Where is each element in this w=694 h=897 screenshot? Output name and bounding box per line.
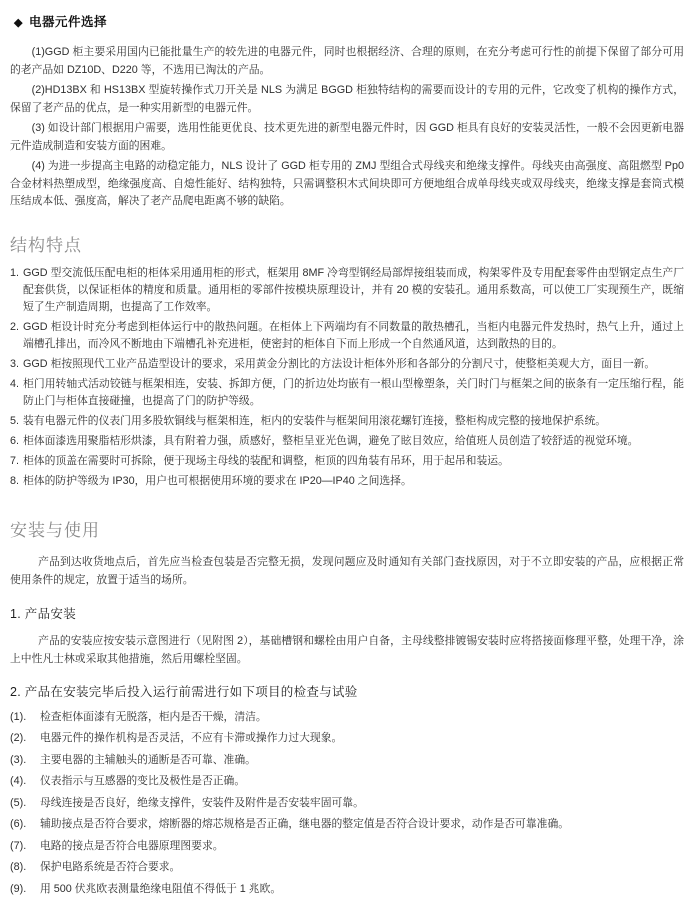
- feature-item-3: [10, 356, 684, 373]
- check-item-text: 主要电器的主辅触头的通断是否可靠、准确。: [40, 753, 256, 766]
- check-item-number: (5).: [10, 796, 27, 809]
- product-installation-paragraph: 产品的安装应按安装示意图进行（见附图 2），基础槽钢和螺栓由用户自备，主母线整排镀锡安装时应将搭接面修理平整，处理干净，涂上中性凡士林或采取其他措施，然后用螺栓坚固。: [10, 634, 684, 665]
- feature-item-text: GGD 柜设计时充分考虑到柜体运行中的散热问题。在柜体上下两端均有不同数量的散热槽孔，当柜内电器元件发热时，热气上升，通过上端槽孔排出，而冷风不断地由下端槽孔补充进柜，使密封的柜体自下而上形成一个自然通风道，达到散热的目的。: [23, 320, 684, 350]
- feature-item-number: 8.: [10, 474, 20, 487]
- feature-item-2: [10, 319, 684, 353]
- subheading-product-installation: 1. 产品安装: [10, 606, 76, 621]
- check-item-4: [10, 773, 684, 789]
- check-item-number: (4).: [10, 775, 27, 787]
- feature-item-number: 5.: [10, 414, 20, 427]
- check-item-text: 母线连接是否良好，绝缘支撑件，安装件及附件是否安装牢固可靠。: [40, 796, 364, 809]
- feature-item-1: [10, 265, 684, 316]
- check-item-8: [10, 859, 684, 875]
- check-item-9: [10, 881, 684, 897]
- check-item-text: 保护电路系统是否符合要求。: [40, 861, 181, 873]
- component-selection-paragraph-1: (1)GGD 柜主要采用国内已能批量生产的较先进的电器元件，同时也根据经济、合理的原则，在充分考虑可行性的前提下保留了部分可用的老产品如 DZ10D、D220 等，不选用已淘汰的产品。: [10, 46, 684, 76]
- feature-item-text: 柜体面漆选用聚脂桔形烘漆，具有附着力强，质感好，整柜呈亚光色调，避免了眩目效应，给值班人员创造了较舒适的视觉环境。: [23, 434, 639, 447]
- check-item-number: (7).: [10, 839, 27, 852]
- subheading-precommissioning-checks: 2. 产品在安装完毕后投入运行前需进行如下项目的检查与试验: [10, 684, 358, 699]
- check-item-number: (1).: [10, 710, 27, 723]
- check-item-7: [10, 838, 684, 854]
- check-item-number: (9).: [10, 882, 27, 895]
- feature-item-text: GGD 型交流低压配电柜的柜体采用通用柜的形式，框架用 8MF 冷弯型钢经局部焊接组装而成，构架零件及专用配套零件由型钢定点生产厂配套供货，以保证柜体的精度和质量。通用柜的零部件按模块原理设计，并有 20 模的安装孔。通用系数高，可以使工厂实现预生产，既缩短了生产制造周期，也提高了工作效率。: [23, 266, 684, 313]
- section-heading-structural-features: 结构特点: [10, 235, 82, 255]
- check-item-number: (2).: [10, 732, 27, 744]
- check-item-2: [10, 730, 684, 746]
- inspection-checklist: [10, 709, 684, 897]
- section-heading-component-selection: [14, 12, 684, 30]
- feature-item-7: [10, 453, 684, 470]
- feature-item-text: 柜体的顶盖在需要时可拆除，便于现场主母线的装配和调整，柜顶的四角装有吊环，用于起吊和装运。: [23, 454, 509, 467]
- installation-intro-paragraph: 产品到达收货地点后，首先应当检查包装是否完整无损，发现问题应及时通知有关部门查找原因，对于不立即安装的产品，应根据正常使用条件的规定，放置于适当的场所。: [10, 555, 684, 586]
- feature-item-text: GGD 柜按照现代工业产品造型设计的要求，采用黄金分割比的方法设计柜体外形和各部分的分割尺寸，使整柜美观大方，面目一新。: [23, 357, 656, 370]
- check-item-1: [10, 709, 684, 725]
- feature-item-number: 3.: [10, 357, 20, 370]
- feature-item-number: 4.: [10, 377, 20, 390]
- component-selection-paragraph-2: (2)HD13BX 和 HS13BX 型旋转操作式刀开关是 NLS 为满足 BGGD 柜独特结构的需要而设计的专用的元件，它改变了机构的操作方式，保留了老产品的优点，是一种实用新型的电器元件。: [10, 84, 684, 114]
- feature-item-number: 7.: [10, 454, 20, 467]
- check-item-6: [10, 816, 684, 832]
- component-selection-paragraph-4: (4) 为进一步提高主电路的动稳定能力，NLS 设计了 GGD 柜专用的 ZMJ 型组合式母线夹和绝缘支撑件。母线夹由高强度、高阻燃型 Pp0 合金材料热塑成型，绝缘强度高、自熄性能好、结构独特，只需调整积木式间块即可方便地组合成单母线夹或双母线夹，绝缘支撑是套筒式模压结成本低、强度高，解决了老产品爬电距离不够的缺陷。: [10, 160, 684, 207]
- feature-item-text: 柜体的防护等级为 IP30，用户也可根据使用环境的要求在 IP20—IP40 之间选择。: [23, 474, 412, 487]
- feature-item-text: 装有电器元件的仪表门用多股软铜线与框架相连，柜内的安装件与框架间用滚花螺钉连接，整柜构成完整的接地保护系统。: [23, 414, 607, 427]
- check-item-number: (3).: [10, 753, 27, 766]
- feature-item-8: [10, 473, 684, 490]
- feature-item-5: [10, 413, 684, 430]
- feature-item-6: [10, 433, 684, 450]
- feature-item-4: [10, 376, 684, 410]
- component-selection-paragraph-3: (3) 如设计部门根据用户需要，选用性能更优良、技术更先进的新型电器元件时，因 GGD 柜具有良好的安装灵活性，一般不会因更新电器元件造成制造和安装方面的困难。: [10, 122, 684, 152]
- check-item-text: 辅助接点是否符合要求，熔断器的熔芯规格是否正确，继电器的整定值是否符合设计要求，动作是否可靠准确。: [40, 818, 570, 830]
- feature-item-number: 1.: [10, 266, 20, 279]
- check-item-number: (8).: [10, 861, 27, 873]
- check-item-text: 电器元件的操作机构是否灵活，不应有卡滞或操作力过大现象。: [40, 732, 343, 744]
- check-item-3: [10, 752, 684, 768]
- diamond-bullet-icon: ◆: [14, 17, 23, 29]
- feature-item-number: 6.: [10, 434, 20, 447]
- check-item-text: 电路的接点是否符合电器原理图要求。: [40, 839, 224, 852]
- check-item-number: (6).: [10, 818, 27, 830]
- component-selection-title-text: 电器元件选择: [28, 15, 107, 29]
- feature-item-text: 柜门用转轴式活动铰链与框架相连，安装、拆卸方便，门的折边处均嵌有一根山型橡塑条，关门时门与框架之间的嵌条有一定压缩行程，能防止门与柜体直接碰撞，也提高了门的防护等级。: [23, 377, 684, 407]
- structural-features-list: [10, 265, 684, 490]
- feature-item-number: 2.: [10, 320, 20, 333]
- section-heading-installation: 安装与使用: [10, 520, 100, 540]
- check-item-5: [10, 795, 684, 811]
- check-item-text: 检查柜体面漆有无脱落，柜内是否干燥，清洁。: [40, 710, 267, 723]
- check-item-text: 用 500 伏兆欧表测量绝缘电阻值不得低于 1 兆欧。: [40, 882, 282, 895]
- check-item-text: 仪表指示与互感器的变比及极性是否正确。: [40, 775, 246, 787]
